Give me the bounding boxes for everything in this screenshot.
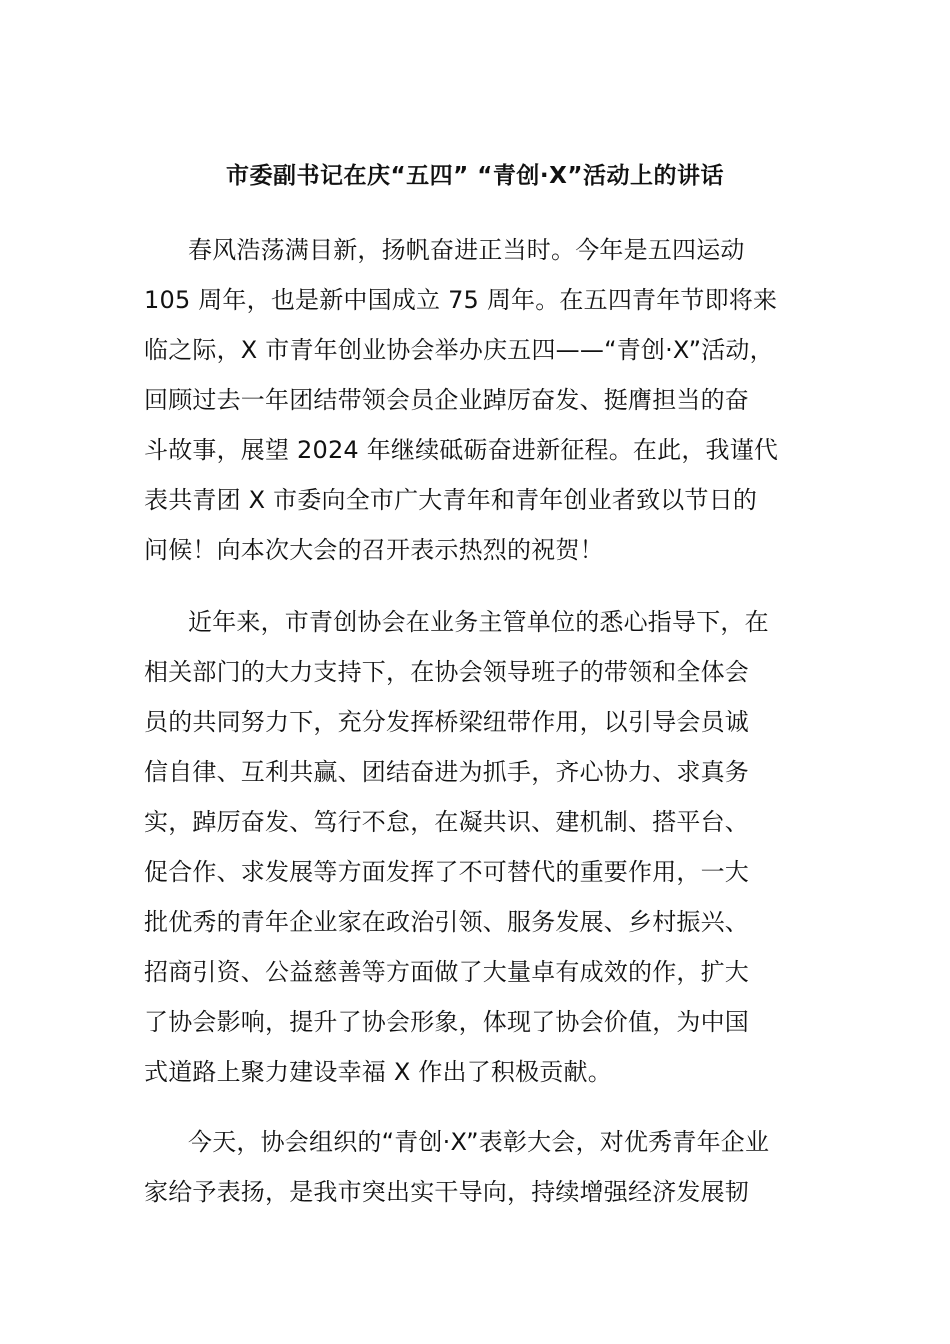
paragraph-line: 相关部门的大力支持下，在协会领导班子的带领和全体会 <box>144 658 749 686</box>
paragraph-line: 回顾过去一年团结带领会员企业踔厉奋发、挺膺担当的奋 <box>144 386 749 414</box>
paragraph-line: 春风浩荡满目新，扬帆奋进正当时。今年是五四运动 <box>188 236 745 264</box>
paragraph-line: 表共青团 X 市委向全市广大青年和青年创业者致以节日的 <box>144 486 758 514</box>
paragraph-line: 招商引资、公益慈善等方面做了大量卓有成效的作，扩大 <box>144 958 749 986</box>
paragraph-line: 批优秀的青年企业家在政治引领、服务发展、乡村振兴、 <box>144 908 749 936</box>
paragraph-line: 近年来，市青创协会在业务主管单位的悉心指导下，在 <box>188 608 769 636</box>
paragraph-line: 员的共同努力下，充分发挥桥梁纽带作用，以引导会员诚 <box>144 708 749 736</box>
paragraph-line: 临之际，X 市青年创业协会举办庆五四——“青创·X”活动， <box>144 336 774 364</box>
paragraph-line: 实，踔厉奋发、笃行不怠，在凝共识、建机制、搭平台、 <box>144 808 749 836</box>
paragraph-1 <box>144 225 810 575</box>
paragraph-line: 斗故事，展望 2024 年继续砥砺奋进新征程。在此，我谨代 <box>144 436 779 464</box>
paragraph-line: 了协会影响，提升了协会形象，体现了协会价值，为中国 <box>144 1008 749 1036</box>
paragraph-line: 促合作、求发展等方面发挥了不可替代的重要作用，一大 <box>144 858 749 886</box>
paragraph-3 <box>144 1117 810 1217</box>
paragraph-line: 式道路上聚力建设幸福 X 作出了积极贡献。 <box>144 1058 612 1086</box>
document-title: 市委副书记在庆“五四” “青创·X”活动上的讲话 <box>226 163 724 189</box>
paragraph-line: 105 周年，也是新中国成立 75 周年。在五四青年节即将来 <box>144 286 778 314</box>
paragraph-line: 问候！向本次大会的召开表示热烈的祝贺！ <box>144 536 604 564</box>
paragraph-line: 家给予表扬，是我市突出实干导向，持续增强经济发展韧 <box>144 1178 749 1206</box>
paragraph-2 <box>144 597 810 1097</box>
paragraph-line: 信自律、互利共赢、团结奋进为抓手，齐心协力、求真务 <box>144 758 749 786</box>
paragraph-line: 今天，协会组织的“青创·X”表彰大会，对优秀青年企业 <box>188 1128 770 1156</box>
